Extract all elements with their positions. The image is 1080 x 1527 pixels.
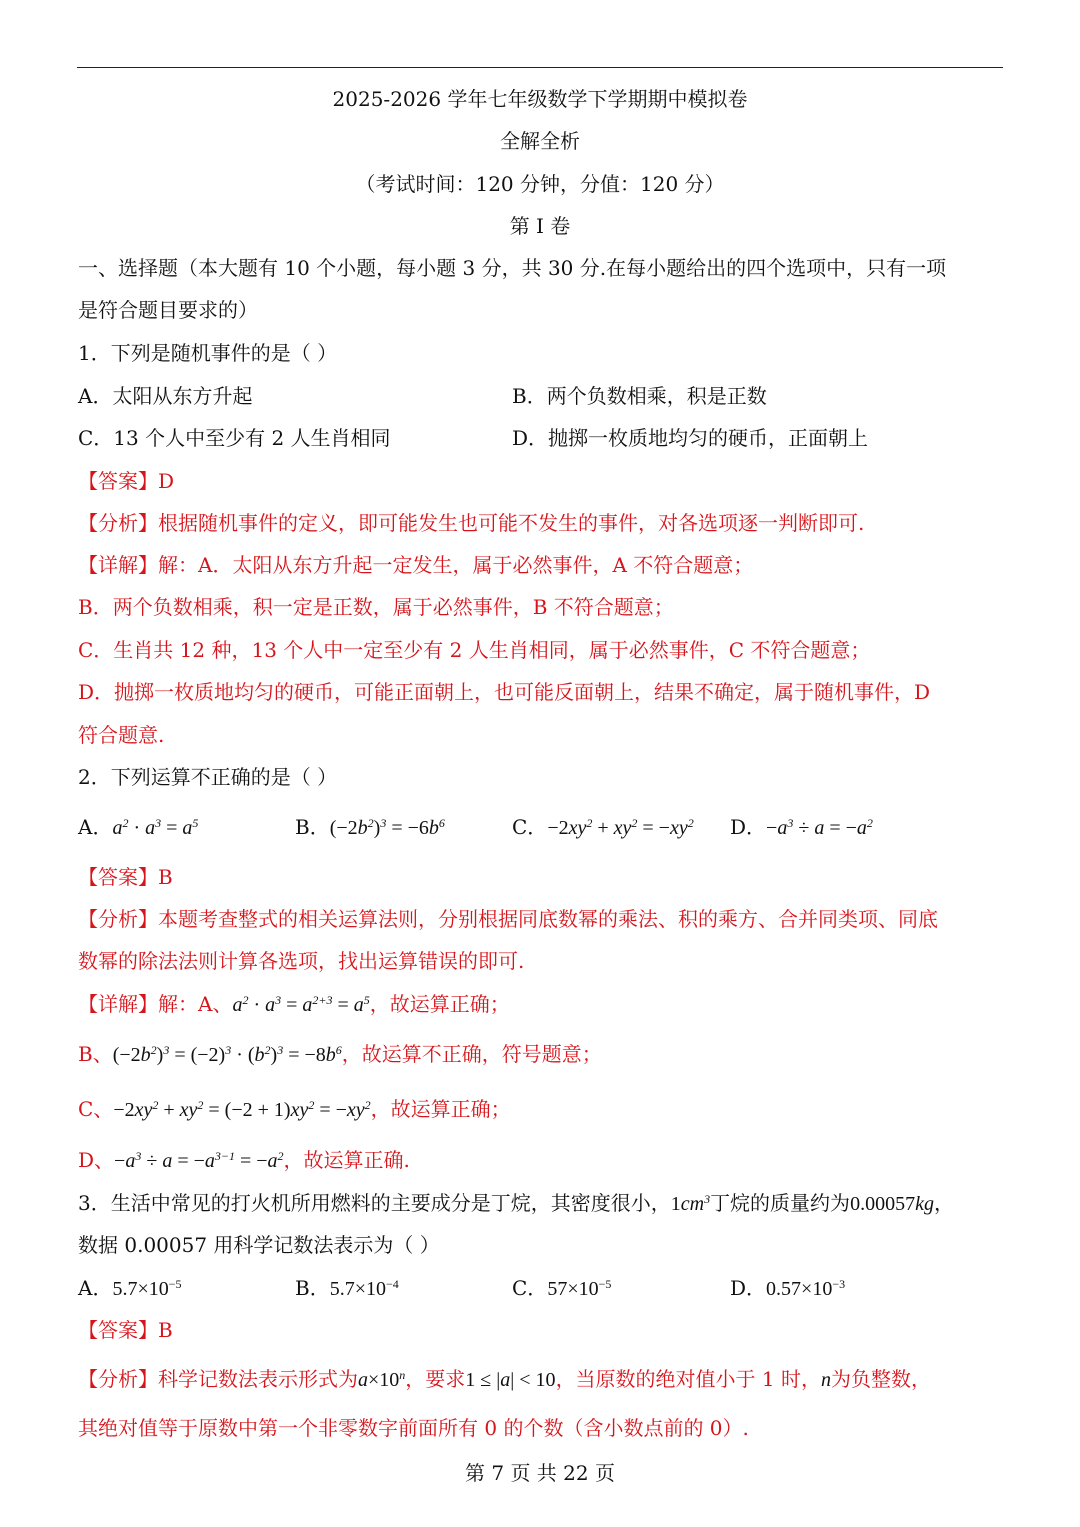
q3-analysis-part1: 科学记数法表示形式为	[158, 1367, 358, 1391]
q2-detail-c-suffix: ，故运算正确；	[370, 1097, 511, 1121]
volume-label: 第 I 卷	[509, 214, 571, 238]
q2-answer-value: B	[158, 865, 173, 889]
math-expression: $-2xy^2 + xy^2 = -xy^2$	[547, 816, 694, 839]
math-expression: $5.7\times 10^{-4}$	[329, 1277, 399, 1300]
q2-option-b	[295, 812, 445, 843]
option-label: A．	[78, 815, 113, 839]
math-expression: 1 ≤ |a| < 10	[465, 1369, 556, 1391]
q1-analysis-text: 根据随机事件的定义，即可能发生也可能不发生的事件，对各选项逐一判断即可.	[158, 511, 865, 535]
q3-analysis-part4: 为负整数，	[831, 1367, 932, 1391]
q1-detail-d-cont: 符合题意.	[78, 723, 165, 747]
math-expression: $a^2 \cdot a^3 = a^5$	[112, 816, 199, 839]
q2-detail-d-prefix: D、	[78, 1148, 115, 1172]
q2-detail-a-suffix: ，故运算正确；	[369, 992, 510, 1016]
math-expression: n	[821, 1369, 832, 1391]
q1-detail-a-text: 解：A．太阳从东方升起一定发生，属于必然事件，A 不符合题意；	[158, 553, 754, 577]
analysis-tag: 【分析】	[78, 907, 158, 931]
q1-detail-c: C．生肖共 12 种，13 个人中一定至少有 2 人生肖相同，属于必然事件，C 不符合题意；	[78, 638, 871, 662]
math-expression: $0.57\times 10^{-3}$	[766, 1277, 846, 1300]
q1-detail-a	[78, 550, 1004, 580]
q3-stem-part1: 3．生活中常见的打火机所用燃料的主要成分是丁烷，其密度很小，	[78, 1191, 671, 1215]
math-expression: $(-2b^2)^3 = -6b^6$	[329, 816, 445, 839]
detail-tag: 【详解】	[78, 992, 158, 1016]
q2-analysis-cont: 数幂的除法法则计算各选项，找出运算错误的即可.	[78, 949, 525, 973]
math-expression: $a^2 \cdot a^3 = a^{2+3} = a^5$	[232, 993, 370, 1016]
doc-title: 2025-2026 学年七年级数学下学期期中模拟卷	[332, 87, 748, 111]
q2-detail-a	[78, 989, 1004, 1020]
detail-tag: 【详解】	[78, 553, 158, 577]
option-label: C．	[512, 1276, 548, 1300]
section-heading: 一、选择题（本大题有 10 个小题，每小题 3 分，共 30 分.在每小题给出的四个选项中，只有一项	[78, 256, 947, 280]
q3-option-c	[512, 1273, 611, 1304]
q2-detail-c	[78, 1094, 1004, 1125]
q3-option-a	[78, 1273, 182, 1304]
math-expression: $5.7\times 10^{-5}$	[112, 1277, 182, 1300]
option-label: D．	[730, 815, 767, 839]
option-label: B．	[295, 1276, 330, 1300]
header-rule	[77, 67, 1003, 68]
math-expression: $-a^3 \div a = -a^2$	[766, 816, 873, 839]
q1-answer	[78, 466, 1004, 496]
q2-detail-b-suffix: ，故运算不正确，符号题意；	[341, 1042, 602, 1066]
option-label: C．	[512, 815, 548, 839]
q2-detail-b-prefix: B、	[78, 1042, 113, 1066]
option-label: B．	[295, 815, 330, 839]
q3-stem-part2: 丁烷的质量约为	[710, 1191, 851, 1215]
math-expression: 0.00057kg	[850, 1193, 934, 1215]
q2-detail-d-suffix: ，故运算正确.	[283, 1148, 410, 1172]
math-expression: $-a^3 \div a = -a^{3-1} = -a^2$	[114, 1149, 284, 1172]
page-footer: 第 7 页 共 22 页	[465, 1461, 615, 1485]
q2-stem: 2．下列运算不正确的是（ ）	[78, 765, 338, 789]
q1-option-c: C．13 个人中至少有 2 人生肖相同	[78, 426, 391, 450]
q2-analysis-text: 本题考查整式的相关运算法则，分别根据同底数幂的乘法、积的乘方、合并同类项、同底	[158, 907, 938, 931]
q3-analysis	[78, 1364, 1004, 1395]
q1-detail-d: D．抛掷一枚质地均匀的硬币，可能正面朝上，也可能反面朝上，结果不确定，属于随机事件，D	[78, 680, 931, 704]
exam-info: （考试时间：120 分钟，分值：120 分）	[355, 172, 725, 196]
math-expression: $(-2b^2)^3 = (-2)^3 \cdot (b^2)^3 = -8b^6$	[112, 1043, 342, 1066]
q3-analysis-part3: ，当原数的绝对值小于 1 时，	[555, 1367, 822, 1391]
math-expression: $1cm^3$	[670, 1192, 711, 1215]
q1-answer-value: D	[158, 469, 175, 493]
q3-option-d	[730, 1273, 845, 1304]
q2-answer	[78, 862, 1004, 892]
math-expression: $a\times 10^n$	[358, 1368, 406, 1391]
q3-stem-cont: 数据 0.00057 用科学记数法表示为（ ）	[78, 1233, 440, 1257]
analysis-tag: 【分析】	[78, 1367, 158, 1391]
q1-option-d: D．抛掷一枚质地均匀的硬币，正面朝上	[512, 426, 869, 450]
q3-answer	[78, 1315, 1004, 1345]
q2-option-c	[512, 812, 694, 843]
answer-tag: 【答案】	[78, 1318, 158, 1342]
q2-analysis	[78, 904, 1004, 934]
math-expression: $57\times 10^{-5}$	[547, 1277, 612, 1300]
option-label: A．	[78, 1276, 113, 1300]
analysis-tag: 【分析】	[78, 511, 158, 535]
answer-tag: 【答案】	[78, 469, 158, 493]
q2-detail-c-prefix: C、	[78, 1097, 114, 1121]
q1-option-b: B．两个负数相乘，积是正数	[512, 384, 767, 408]
q1-analysis	[78, 508, 1004, 538]
q3-analysis-cont: 其绝对值等于原数中第一个非零数字前面所有 0 的个数（含小数点前的 0）.	[78, 1416, 749, 1440]
answer-tag: 【答案】	[78, 865, 158, 889]
doc-subtitle: 全解全析	[500, 129, 580, 153]
q3-stem: 3．生活中常见的打火机所用燃料的主要成分是丁烷，其密度很小，$1cm^3$丁烷的质量约为0.00057kg，	[78, 1191, 954, 1215]
section-heading-cont: 是符合题目要求的）	[78, 298, 258, 322]
q1-stem: 1．下列是随机事件的是（ ）	[78, 341, 338, 365]
math-expression: $-2xy^2 + xy^2 = (-2 + 1)xy^2 = -xy^2$	[113, 1098, 371, 1121]
q2-option-d	[730, 812, 873, 843]
q2-detail-b	[78, 1039, 1004, 1070]
q3-analysis-part2: ，要求	[405, 1367, 466, 1391]
q3-option-b	[295, 1273, 399, 1304]
q1-option-a: A．太阳从东方升起	[78, 384, 253, 408]
q2-detail-a-prefix: 解：A、	[158, 992, 233, 1016]
option-label: D．	[730, 1276, 767, 1300]
q2-detail-d	[78, 1145, 1004, 1176]
q2-option-a	[78, 812, 198, 843]
q3-answer-value: B	[158, 1318, 173, 1342]
q1-detail-b: B．两个负数相乘，积一定是正数，属于必然事件，B 不符合题意；	[78, 595, 674, 619]
